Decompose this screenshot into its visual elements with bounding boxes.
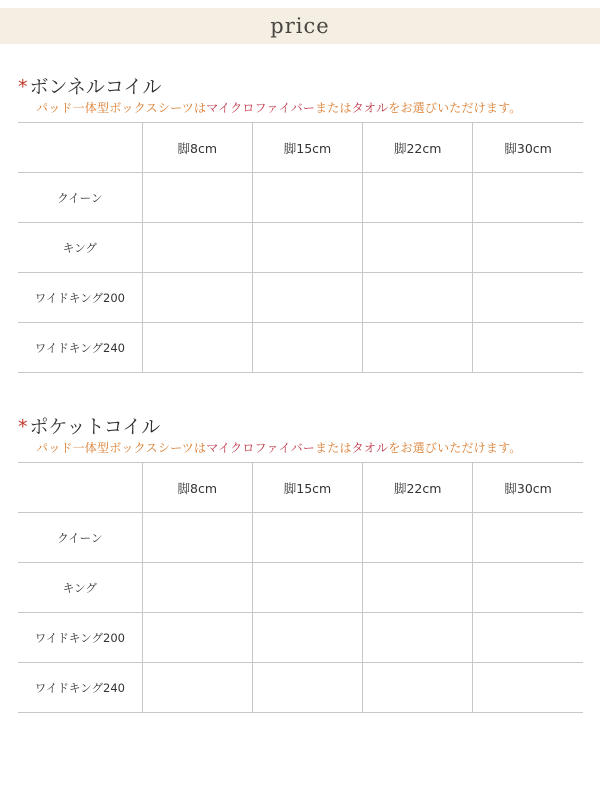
price-table xyxy=(18,462,583,713)
row-label: ワイドキング240 xyxy=(18,663,142,713)
note-highlight: マイクロファイバー xyxy=(206,441,316,455)
note-highlight: タオル xyxy=(351,441,389,455)
price-banner xyxy=(0,8,600,44)
row-label: ワイドキング240 xyxy=(18,323,142,373)
price-cell xyxy=(142,223,252,273)
asterisk-icon: * xyxy=(18,76,28,98)
note-text: または xyxy=(315,441,352,455)
asterisk-icon: * xyxy=(18,416,28,438)
table-row xyxy=(18,323,583,373)
price-cell xyxy=(473,273,583,323)
price-cell xyxy=(363,223,473,273)
note-highlight: タオル xyxy=(351,101,389,115)
price-cell xyxy=(473,513,583,563)
price-cell xyxy=(142,613,252,663)
price-cell xyxy=(363,613,473,663)
table-row xyxy=(18,173,583,223)
price-cell xyxy=(142,173,252,223)
page-title: price xyxy=(270,14,330,38)
price-cell xyxy=(363,323,473,373)
note-text: パッド一体型ボックスシーツは xyxy=(36,101,207,115)
row-label: ワイドキング200 xyxy=(18,273,142,323)
sheet-note xyxy=(36,99,522,116)
note-text: または xyxy=(315,101,352,115)
row-label: クイーン xyxy=(18,513,142,563)
price-cell xyxy=(473,613,583,663)
price-cell xyxy=(252,223,362,273)
table-row xyxy=(18,223,583,273)
column-header: 脚15cm xyxy=(252,123,362,173)
table-row xyxy=(18,563,583,613)
row-label: キング xyxy=(18,563,142,613)
table-row xyxy=(18,663,583,713)
column-header: 脚15cm xyxy=(252,463,362,513)
price-cell xyxy=(142,563,252,613)
table-corner-cell xyxy=(18,463,142,513)
column-header: 脚30cm xyxy=(473,123,583,173)
price-cell xyxy=(363,663,473,713)
price-cell xyxy=(473,223,583,273)
price-cell xyxy=(252,323,362,373)
column-header: 脚22cm xyxy=(363,463,473,513)
note-text: をお選びいただけます。 xyxy=(388,441,522,455)
price-cell xyxy=(252,513,362,563)
price-cell xyxy=(473,173,583,223)
price-table xyxy=(18,122,583,373)
table-row xyxy=(18,513,583,563)
price-cell xyxy=(252,663,362,713)
column-header: 脚8cm xyxy=(142,463,252,513)
price-cell xyxy=(473,663,583,713)
sheet-note xyxy=(36,439,522,456)
section-title-text: ボンネルコイル xyxy=(29,76,162,98)
note-highlight: マイクロファイバー xyxy=(206,101,316,115)
price-cell xyxy=(252,273,362,323)
price-cell xyxy=(363,563,473,613)
price-cell xyxy=(142,323,252,373)
row-label: クイーン xyxy=(18,173,142,223)
column-header: 脚8cm xyxy=(142,123,252,173)
price-cell xyxy=(363,173,473,223)
price-cell xyxy=(363,513,473,563)
price-cell xyxy=(363,273,473,323)
price-cell xyxy=(142,273,252,323)
table-header-row xyxy=(18,123,583,173)
price-cell xyxy=(252,613,362,663)
price-cell xyxy=(473,563,583,613)
column-header: 脚22cm xyxy=(363,123,473,173)
table-row xyxy=(18,613,583,663)
section-title xyxy=(18,412,160,439)
table-corner-cell xyxy=(18,123,142,173)
price-cell xyxy=(142,663,252,713)
note-text: をお選びいただけます。 xyxy=(388,101,522,115)
row-label: キング xyxy=(18,223,142,273)
column-header: 脚30cm xyxy=(473,463,583,513)
row-label: ワイドキング200 xyxy=(18,613,142,663)
price-cell xyxy=(142,513,252,563)
price-cell xyxy=(473,323,583,373)
section-title xyxy=(18,72,161,99)
table-header-row xyxy=(18,463,583,513)
note-text: パッド一体型ボックスシーツは xyxy=(36,441,207,455)
section-title-text: ポケットコイル xyxy=(29,416,161,438)
price-cell xyxy=(252,173,362,223)
table-row xyxy=(18,273,583,323)
price-cell xyxy=(252,563,362,613)
